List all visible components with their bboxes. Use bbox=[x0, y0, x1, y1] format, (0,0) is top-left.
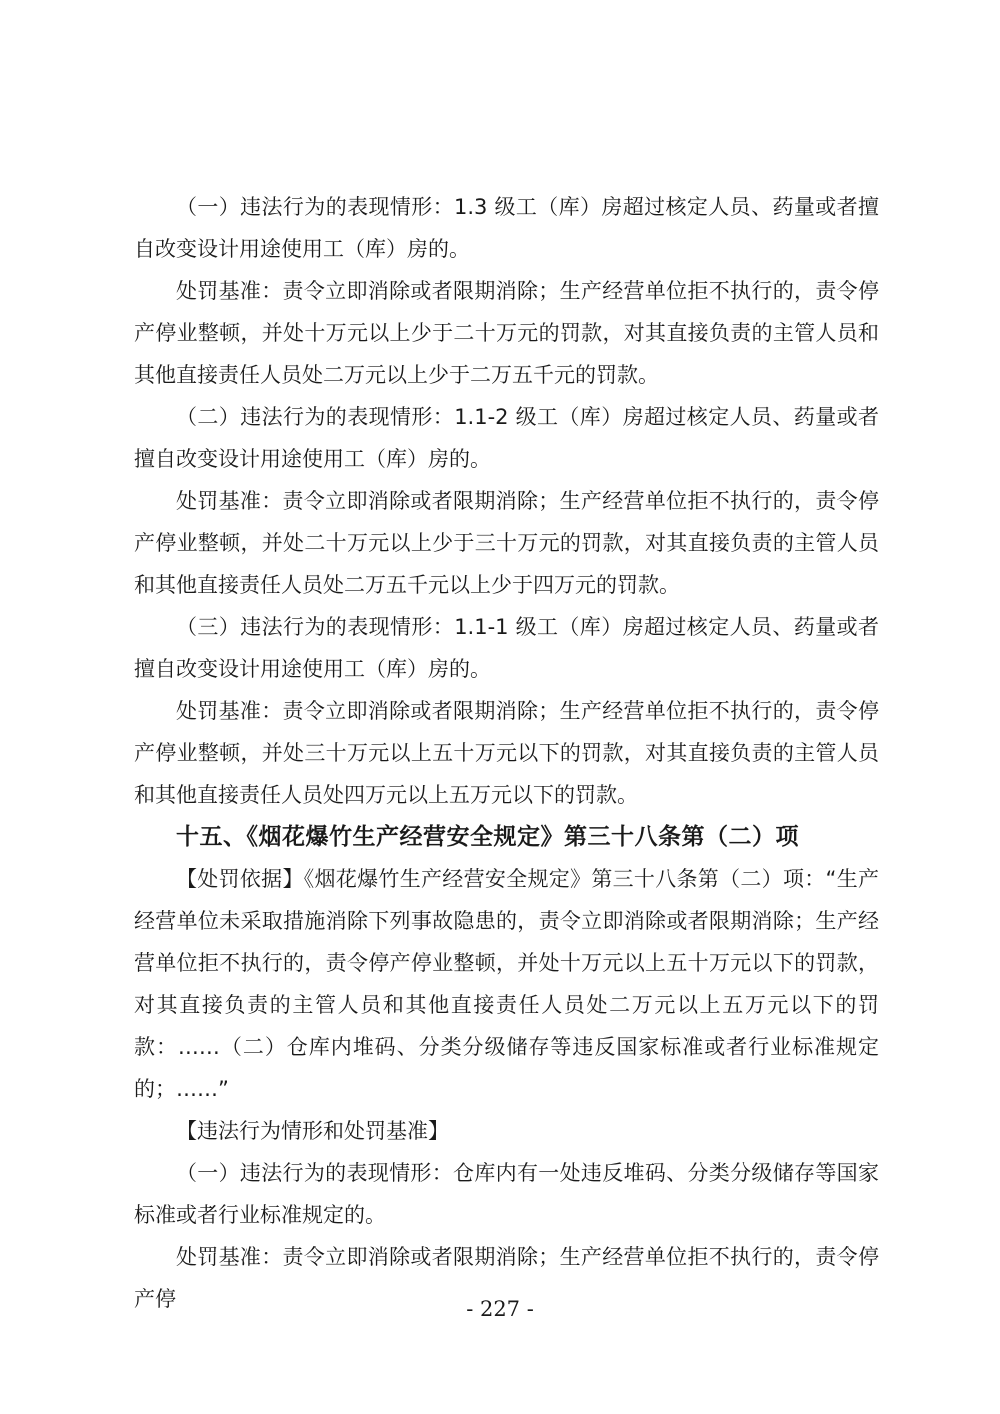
paragraph: 处罚基准：责令立即消除或者限期消除；生产经营单位拒不执行的，责令停产停业整顿，并处三十万元以上五十万元以下的罚款，对其直接负责的主管人员和其他直接责任人员处四万元以上五万元以下的罚款。 bbox=[134, 699, 879, 807]
paragraph: 处罚基准：责令立即消除或者限期消除；生产经营单位拒不执行的，责令停产停 bbox=[134, 1245, 879, 1311]
paragraph: （一）违法行为的表现情形：1.3 级工（库）房超过核定人员、药量或者擅自改变设计用途使用工（库）房的。 bbox=[134, 195, 879, 261]
paragraph: 处罚基准：责令立即消除或者限期消除；生产经营单位拒不执行的，责令停产停业整顿，并处十万元以上少于二十万元的罚款，对其直接负责的主管人员和其他直接责任人员处二万元以上少于二万五千元的罚款。 bbox=[134, 279, 879, 387]
paragraph: 【处罚依据】《烟花爆竹生产经营安全规定》第三十八条第（二）项：“生产经营单位未采取措施消除下列事故隐患的，责令立即消除或者限期消除；生产经营单位拒不执行的，责令停产停业整顿，并处十万元以上五十万元以下的罚款，对其直接负责的主管人员和其他直接责任人员处二万元以上五万元以下的罚款：……（二）仓库内堆码、分类分级储存等违反国家标准或者行业标准规定的；……” bbox=[134, 867, 879, 1101]
paragraph: （一）违法行为的表现情形：仓库内有一处违反堆码、分类分级储存等国家标准或者行业标准规定的。 bbox=[134, 1161, 879, 1227]
paragraph: （二）违法行为的表现情形：1.1-2 级工（库）房超过核定人员、药量或者擅自改变设计用途使用工（库）房的。 bbox=[134, 405, 879, 471]
paragraph: （三）违法行为的表现情形：1.1-1 级工（库）房超过核定人员、药量或者擅自改变设计用途使用工（库）房的。 bbox=[134, 615, 879, 681]
page-number: - 227 - bbox=[466, 1297, 534, 1321]
page-body bbox=[134, 186, 879, 1320]
section-heading: 十五、《烟花爆竹生产经营安全规定》第三十八条第（二）项 bbox=[176, 823, 799, 850]
paragraph: 【违法行为情形和处罚基准】 bbox=[176, 1119, 449, 1143]
paragraph: 处罚基准：责令立即消除或者限期消除；生产经营单位拒不执行的，责令停产停业整顿，并处二十万元以上少于三十万元的罚款，对其直接负责的主管人员和其他直接责任人员处二万五千元以上少于四万元的罚款。 bbox=[134, 489, 879, 597]
